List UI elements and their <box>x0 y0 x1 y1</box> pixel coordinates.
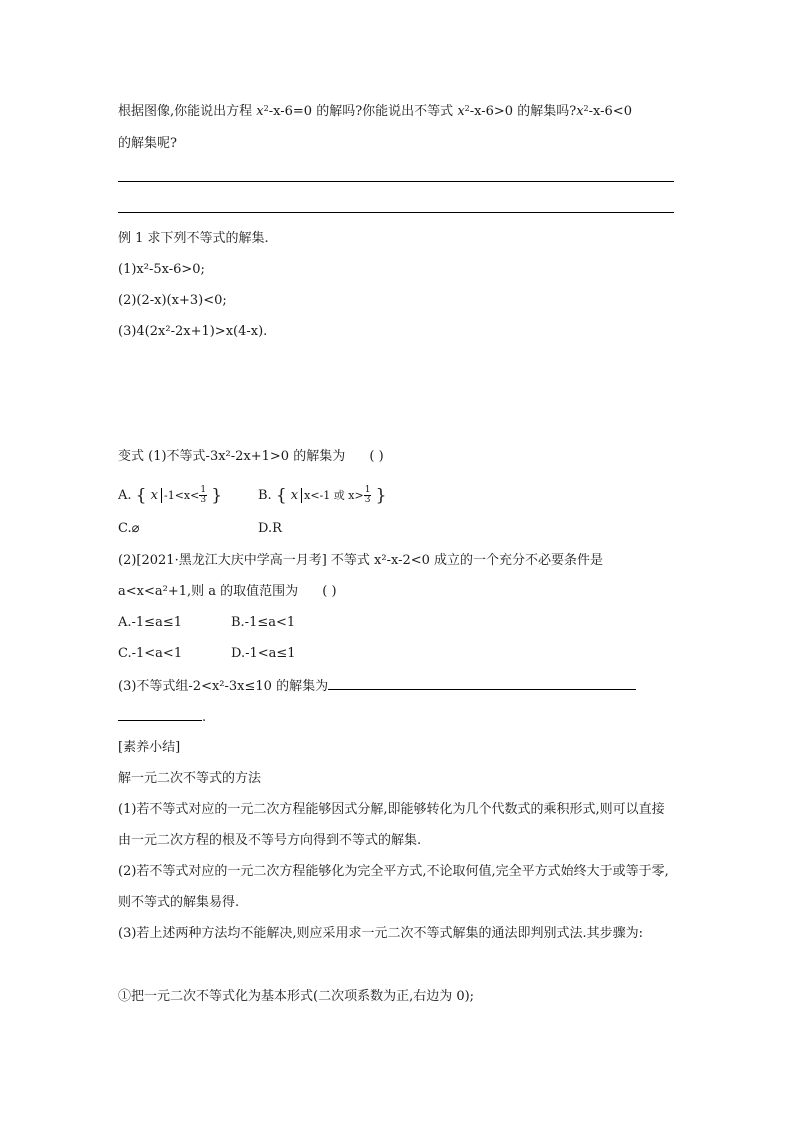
option-a-cond: -1<x< <box>163 489 200 502</box>
variant-q1-text: 变式 (1)不等式-3x²-2x+1>0 的解集为 <box>118 449 346 464</box>
q-eq1-rest: -x-6=0 <box>268 104 313 119</box>
variant-q1-option-a[interactable] <box>118 486 222 505</box>
variant-q3 <box>118 677 636 696</box>
fraction-one-third <box>199 486 207 505</box>
q-eq3-sup: 2 <box>583 104 589 113</box>
frac-num: 1 <box>200 485 207 495</box>
option-b-label: B. <box>258 488 272 503</box>
option-a-label: A. <box>118 488 132 503</box>
answer-line-2 <box>118 212 674 213</box>
variant-q1-option-c[interactable]: C.⌀ <box>118 521 140 536</box>
intro-question-line1 <box>118 103 632 121</box>
variant-q2-option-c[interactable]: C.-1<a<1 <box>118 646 183 661</box>
variant-q1-paren: ( ) <box>369 449 384 464</box>
variant-q2-text: a<x<a²+1,则 a 的取值范围为 <box>118 584 299 599</box>
variant-q2-option-b[interactable]: B.-1≤a<1 <box>231 615 296 630</box>
set-bar <box>301 488 302 503</box>
option-b-cond: x<-1 或 x> <box>304 489 364 502</box>
answer-blank-2[interactable] <box>118 708 202 721</box>
brace-open: { <box>135 485 147 506</box>
option-b-var: x <box>290 488 299 503</box>
variant-q1-option-d[interactable]: D.R <box>258 521 282 536</box>
example1-item-1: (1)x²-5x-6>0; <box>118 262 205 277</box>
example1-item-2: (2)(2-x)(x+3)<0; <box>118 293 227 308</box>
summary-step1: ①把一元二次不等式化为基本形式(二次项系数为正,右边为 0); <box>118 989 475 1004</box>
variant-q2-paren: ( ) <box>322 584 337 599</box>
q-text-1: 根据图像,你能说出方程 <box>118 104 253 119</box>
q-text-3: 的解集吗? <box>517 104 577 119</box>
frac-num: 1 <box>364 485 371 495</box>
q-eq1-var: x <box>256 104 264 119</box>
q-text-2: 的解吗?你能说出不等式 <box>316 104 454 119</box>
q-eq1-sup: 2 <box>263 104 269 113</box>
brace-close: } <box>211 485 223 506</box>
fraction-one-third <box>364 486 372 505</box>
brace-open: { <box>275 485 287 506</box>
q-eq3-rest: -x-6<0 <box>588 104 632 119</box>
summary-p2: (2)若不等式对应的一元二次方程能够化为完全平方式,不论取何值,完全平方式始终大于或等于零,则不等式的解集易得. <box>118 864 669 910</box>
q-eq2-var: x <box>457 104 465 119</box>
q-eq3-var: x <box>576 104 584 119</box>
summary-p3: (3)若上述两种方法均不能解决,则应采用求一元二次不等式解集的通法即判别式法.其步骤为: <box>118 926 644 941</box>
frac-den: 3 <box>364 495 371 505</box>
set-bar <box>161 488 162 503</box>
period: . <box>202 710 207 725</box>
summary-subheading: 解一元二次不等式的方法 <box>118 771 262 786</box>
variant-q2-option-a[interactable]: A.-1≤a≤1 <box>118 615 182 630</box>
frac-den: 3 <box>200 495 207 505</box>
variant-q2-option-d[interactable]: D.-1<a≤1 <box>231 646 296 661</box>
variant-q3-text: (3)不等式组-2<x²-3x≤10 的解集为 <box>118 679 329 694</box>
answer-line-1 <box>118 181 674 182</box>
q-text-4: 的解集呢? <box>118 136 177 151</box>
variant-q1-option-b[interactable] <box>258 486 386 505</box>
brace-close: } <box>375 485 387 506</box>
example1-item-3: (3)4(2x²-2x+1)>x(4-x). <box>118 324 268 339</box>
q-eq2-rest: -x-6>0 <box>469 104 514 119</box>
summary-p1: (1)若不等式对应的一元二次方程能够因式分解,即能够转化为几个代数式的乘积形式,则可以直接由一元二次方程的根及不等号方向得到不等式的解集. <box>118 802 665 848</box>
q-eq2-sup: 2 <box>464 104 470 113</box>
variant-q2-line2 <box>118 583 337 601</box>
variant-q2-line1: (2)[2021·黑龙江大庆中学高一月考] 不等式 x²-x-2<0 成立的一个充分不必要条件是 <box>118 553 604 568</box>
summary-heading: [素养小结] <box>118 740 181 755</box>
answer-blank-1[interactable] <box>328 677 636 690</box>
variant-q1 <box>118 448 384 466</box>
variant-q3-cont <box>118 708 206 727</box>
example1-title: 例 1 求下列不等式的解集. <box>118 231 269 246</box>
option-a-var: x <box>150 488 158 503</box>
